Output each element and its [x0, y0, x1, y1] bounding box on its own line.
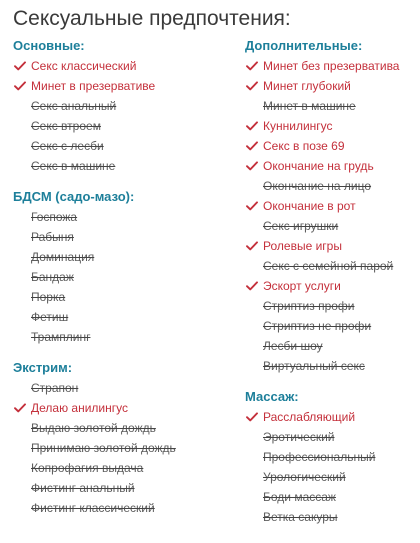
preference-item-unavailable: [245, 427, 417, 447]
checkmark-icon: [246, 281, 258, 291]
preference-label: Минет глубокий: [263, 79, 351, 93]
preference-item-available: [245, 56, 417, 76]
preference-label: Минет без презерватива: [263, 59, 400, 73]
preference-item-unavailable: [13, 156, 213, 176]
preference-label: Стриптиз не профи: [263, 319, 372, 333]
preference-item-unavailable: [13, 418, 213, 438]
preference-list: [245, 407, 417, 527]
preference-item-available: [13, 398, 213, 418]
preference-label: Окончание в рот: [263, 199, 356, 213]
preference-item-unavailable: [245, 216, 417, 236]
preference-item-unavailable: [245, 176, 417, 196]
preference-label: Секс анальный: [31, 99, 117, 113]
preference-label: Принимаю золотой дождь: [31, 441, 176, 455]
preference-label: Боди массаж: [263, 490, 336, 504]
preference-item-unavailable: [13, 438, 213, 458]
preference-label: Секс классический: [31, 59, 137, 73]
preference-item-unavailable: [245, 296, 417, 316]
preference-label: Эскорт услуги: [263, 279, 341, 293]
section-title: БДСМ (садо-мазо):: [13, 189, 135, 204]
preference-item-unavailable: [245, 467, 417, 487]
preference-section: [245, 389, 417, 527]
column-right: [245, 38, 417, 527]
preference-label: Рабыня: [31, 230, 74, 244]
preference-label: Госпожа: [31, 210, 78, 224]
preference-item-available: [245, 156, 417, 176]
preference-label: Окончание на лицо: [263, 179, 372, 193]
preference-item-unavailable: [245, 447, 417, 467]
preference-item-unavailable: [13, 247, 213, 267]
preference-item-unavailable: [13, 327, 213, 347]
preference-item-unavailable: [13, 378, 213, 398]
preference-label: Фетиш: [31, 310, 69, 324]
preference-label: Ветка сакуры: [263, 510, 338, 524]
preference-label: Бандаж: [31, 270, 74, 284]
preference-label: Копрофагия выдача: [31, 461, 144, 475]
preference-label: Стриптиз профи: [263, 299, 355, 313]
preference-section: [13, 360, 213, 518]
preference-label: Фистинг анальный: [31, 481, 135, 495]
checkmark-icon: [14, 81, 26, 91]
preference-item-available: [245, 276, 417, 296]
preference-item-unavailable: [245, 487, 417, 507]
checkmark-icon: [14, 61, 26, 71]
preference-label: Секс втроем: [31, 119, 101, 133]
preference-item-unavailable: [245, 256, 417, 276]
checkmark-icon: [246, 161, 258, 171]
preference-item-available: [245, 76, 417, 96]
preference-section: [13, 38, 213, 176]
preference-label: Секс с лесби: [31, 139, 104, 153]
preference-item-unavailable: [13, 96, 213, 116]
preference-item-unavailable: [245, 507, 417, 527]
preference-label: Минет в презервативе: [31, 79, 156, 93]
page-title: Сексуальные предпочтения:: [13, 7, 291, 30]
preference-label: Минет в машине: [263, 99, 356, 113]
preference-label: Профессиональный: [263, 450, 376, 464]
section-title: Дополнительные:: [245, 38, 363, 53]
preference-item-available: [245, 116, 417, 136]
checkmark-icon: [246, 61, 258, 71]
preference-item-available: [13, 76, 213, 96]
preference-label: Виртуальный секс: [263, 359, 365, 373]
preference-item-unavailable: [245, 96, 417, 116]
checkmark-icon: [246, 121, 258, 131]
checkmark-icon: [246, 81, 258, 91]
preference-label: Секс с семейной парой: [263, 259, 394, 273]
preference-label: Ролевые игры: [263, 239, 342, 253]
preference-item-unavailable: [13, 267, 213, 287]
preference-label: Порка: [31, 290, 66, 304]
column-left: [13, 38, 213, 518]
preference-label: Лесби шоу: [263, 339, 323, 353]
preference-label: Фистинг классический: [31, 501, 155, 515]
preference-label: Секс игрушки: [263, 219, 339, 233]
preference-label: Трамплинг: [31, 330, 91, 344]
preference-label: Выдаю золотой дождь: [31, 421, 156, 435]
preference-item-unavailable: [13, 227, 213, 247]
section-title: Массаж:: [245, 389, 299, 404]
preference-label: Окончание на грудь: [263, 159, 374, 173]
preference-item-unavailable: [13, 458, 213, 478]
preference-label: Эротический: [263, 430, 335, 444]
preference-item-unavailable: [13, 498, 213, 518]
preference-item-unavailable: [245, 356, 417, 376]
preference-list: [13, 56, 213, 176]
section-title: Экстрим:: [13, 360, 73, 375]
preference-item-unavailable: [13, 136, 213, 156]
checkmark-icon: [246, 201, 258, 211]
checkmark-icon: [14, 403, 26, 413]
preference-item-available: [245, 236, 417, 256]
preference-label: Секс в позе 69: [263, 139, 345, 153]
preference-item-unavailable: [245, 336, 417, 356]
preference-label: Доминация: [31, 250, 95, 264]
section-title: Основные:: [13, 38, 85, 53]
preference-item-available: [245, 407, 417, 427]
preference-item-unavailable: [245, 316, 417, 336]
preference-item-unavailable: [13, 207, 213, 227]
preference-list: [13, 207, 213, 347]
preference-section: [13, 189, 213, 347]
preference-list: [13, 378, 213, 518]
checkmark-icon: [246, 241, 258, 251]
checkmark-icon: [246, 141, 258, 151]
preference-item-available: [13, 56, 213, 76]
checkmark-icon: [246, 412, 258, 422]
preference-label: Секс в машине: [31, 159, 116, 173]
preference-label: Куннилингус: [263, 119, 333, 133]
preference-item-unavailable: [13, 478, 213, 498]
preference-label: Урологический: [263, 470, 346, 484]
preference-label: Страпон: [31, 381, 79, 395]
preference-item-unavailable: [13, 116, 213, 136]
preference-label: Расслабляющий: [263, 410, 356, 424]
preference-item-available: [245, 196, 417, 216]
preference-item-available: [245, 136, 417, 156]
preference-section: [245, 38, 417, 376]
preference-item-unavailable: [13, 307, 213, 327]
preference-label: Делаю анилингус: [31, 401, 128, 415]
preference-item-unavailable: [13, 287, 213, 307]
preference-list: [245, 56, 417, 376]
